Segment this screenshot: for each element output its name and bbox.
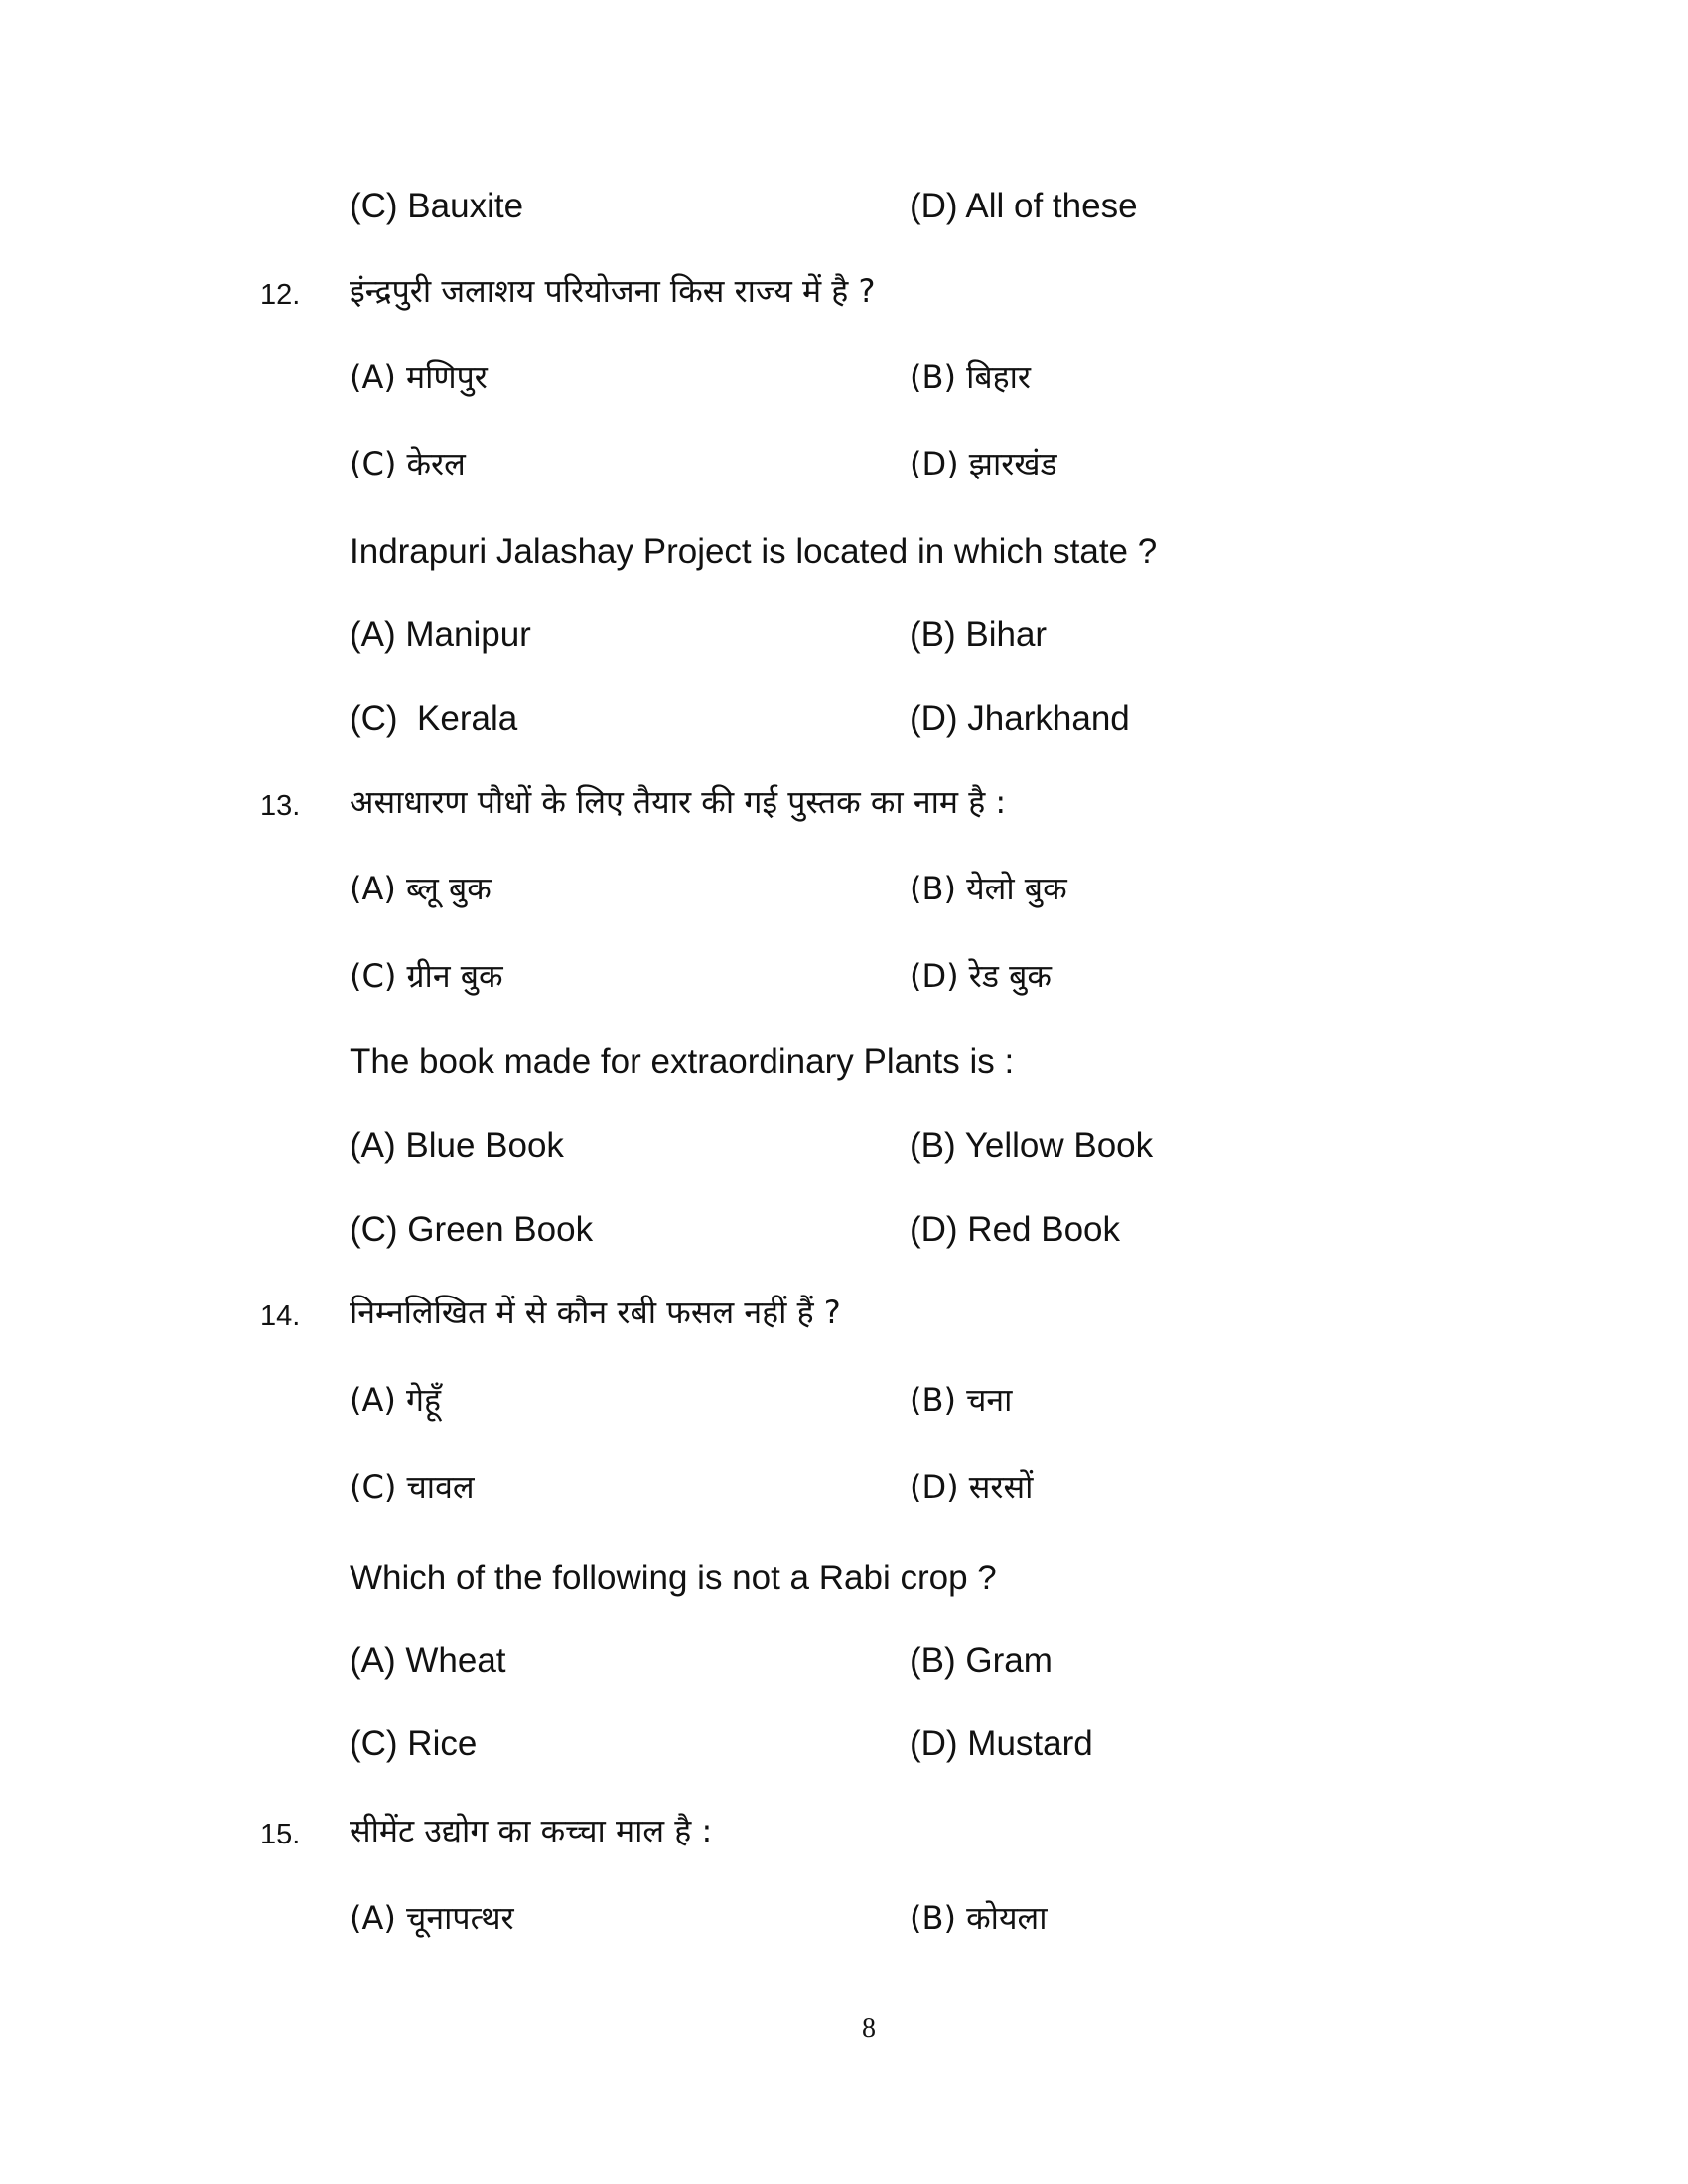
q12-hindi-option-d: (D) झारखंड	[910, 445, 1057, 482]
q14-hindi-option-a: (A) गेहूँ	[350, 1381, 442, 1419]
q11-option-c: (C) Bauxite	[350, 187, 524, 225]
q15-hindi-text: सीमेंट उद्योग का कच्चा माल है :	[350, 1812, 713, 1849]
q14-hindi-option-c: (C) चावल	[350, 1468, 475, 1506]
q12-hindi-option-c: (C) केरल	[350, 445, 466, 482]
q13-hindi-text: असाधारण पौधों के लिए तैयार की गई पुस्तक का नाम है :	[350, 783, 1007, 821]
q12-hindi-option-a: (A) मणिपुर	[350, 358, 488, 396]
q13-english-text: The book made for extraordinary Plants is :	[350, 1042, 1015, 1081]
q13-hindi-option-a: (A) ब्लू बुक	[350, 870, 492, 907]
q12-english-option-a: (A) Manipur	[350, 615, 531, 654]
q13-hindi-option-d: (D) रेड बुक	[910, 957, 1053, 995]
q14-english-option-d: (D) Mustard	[910, 1724, 1093, 1763]
q13-english-option-a: (A) Blue Book	[350, 1126, 564, 1164]
q12-english-text: Indrapuri Jalashay Project is located in which state ?	[350, 532, 1158, 571]
q12-english-option-d: (D) Jharkhand	[910, 699, 1130, 738]
q14-hindi-text: निम्नलिखित में से कौन रबी फसल नहीं हैं ?	[350, 1294, 841, 1331]
q12-english-option-c: (C) Kerala	[350, 699, 518, 738]
question-number-12: 12.	[260, 279, 301, 311]
q15-hindi-option-b: (B) कोयला	[910, 1899, 1048, 1937]
q14-hindi-option-b: (B) चना	[910, 1381, 1013, 1419]
q14-hindi-option-d: (D) सरसों	[910, 1468, 1034, 1506]
q14-english-option-a: (A) Wheat	[350, 1641, 506, 1680]
page-number: 8	[862, 2013, 876, 2044]
q13-hindi-option-b: (B) येलो बुक	[910, 870, 1067, 907]
q11-option-d: (D) All of these	[910, 187, 1138, 225]
q13-hindi-option-c: (C) ग्रीन बुक	[350, 957, 503, 995]
q15-hindi-option-a: (A) चूनापत्थर	[350, 1899, 514, 1937]
q14-english-option-c: (C) Rice	[350, 1724, 478, 1763]
q13-english-option-c: (C) Green Book	[350, 1210, 594, 1249]
q14-english-option-b: (B) Gram	[910, 1641, 1053, 1680]
q14-english-text: Which of the following is not a Rabi crop ?	[350, 1559, 997, 1597]
q13-english-option-b: (B) Yellow Book	[910, 1126, 1154, 1164]
question-number-13: 13.	[260, 790, 301, 822]
question-number-15: 15.	[260, 1819, 301, 1850]
q12-english-option-b: (B) Bihar	[910, 615, 1048, 654]
q13-english-option-d: (D) Red Book	[910, 1210, 1121, 1249]
q12-hindi-text: इंन्द्रपुरी जलाशय परियोजना किस राज्य में है ?	[350, 272, 876, 310]
q12-hindi-option-b: (B) बिहार	[910, 358, 1032, 396]
question-number-14: 14.	[260, 1300, 301, 1332]
